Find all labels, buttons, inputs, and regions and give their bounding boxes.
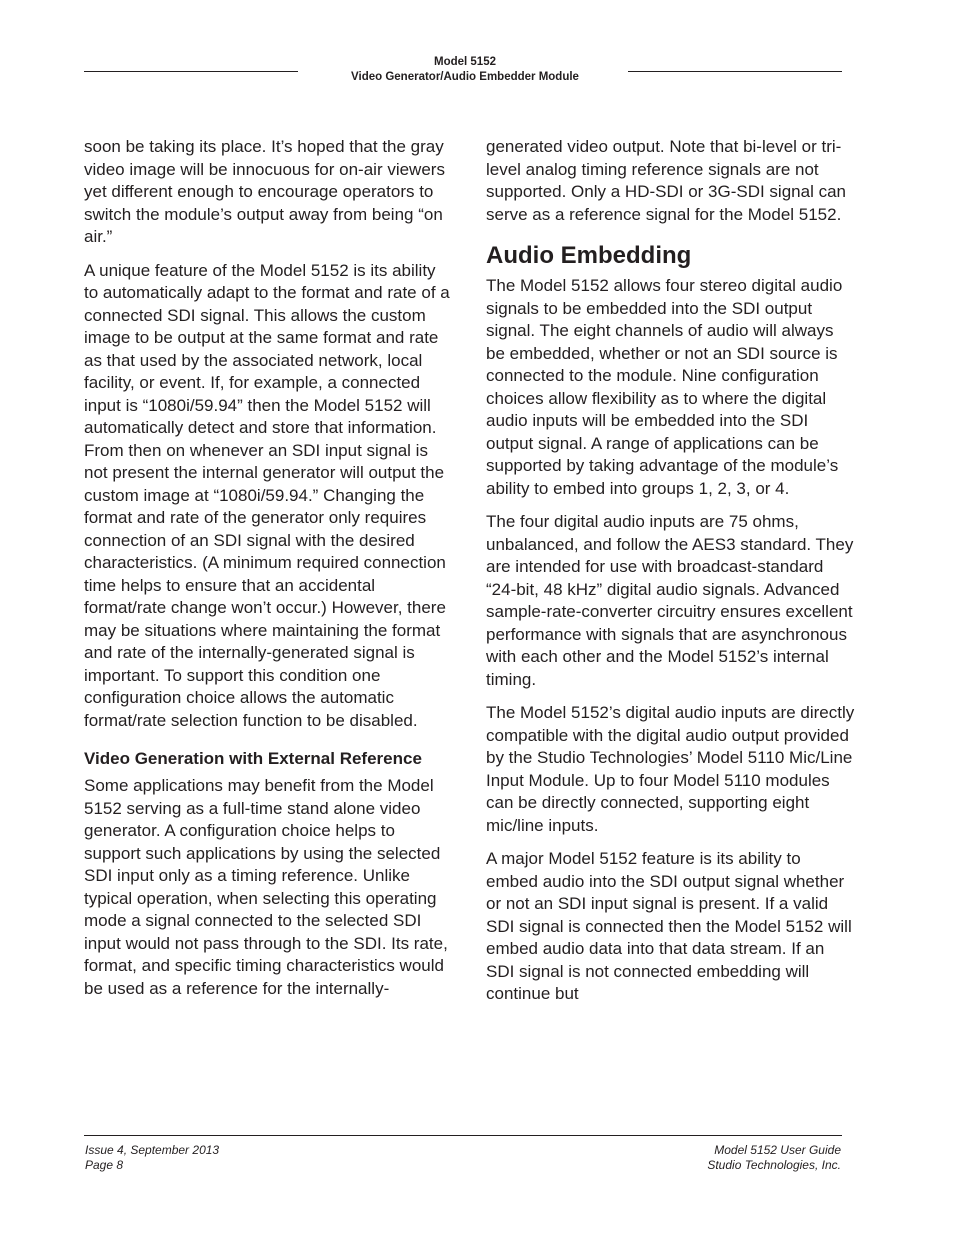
footer-rule bbox=[84, 1135, 842, 1136]
footer-company: Studio Technologies, Inc. bbox=[707, 1158, 841, 1172]
left-paragraph-2: A unique feature of the Model 5152 is its ability to automatically adapt to the format and rate of a connected SDI signal. This allows the custom image to be output at the same format and rate as that used by the associated network, local facility, or event. If, for example, a connected input is “1080i/59.94” then the Model 5152 will automatically detect and store that information. From then on whenever an SDI input signal is not present the internal generator will output the custom image at “1080i/59.94.” Changing the format and rate of the generator only requires connection of an SDI signal with the desired characteristics. (A minimum required connection time helps to ensure that an accidental format/rate change won’t occur.) However, there may be situations where maintaining the format and rate of the internally-generated signal is important. To support this condition one configuration choice allows the automatic format/rate selection function to be disabled. bbox=[84, 260, 450, 730]
header-rule-right bbox=[628, 71, 842, 72]
left-column bbox=[84, 136, 454, 1011]
footer-left bbox=[85, 1143, 219, 1173]
right-paragraph-2: The Model 5152 allows four stereo digital audio signals to be embedded into the SDI output signal. The eight channels of audio will always be embedded, whether or not an SDI source is connected to the module. Nine configuration choices allow flexibility as to where the digital audio inputs will be embedded into the SDI output signal. A range of applications can be supported by taking advantage of the module’s ability to embed into groups 1, 2, 3, or 4. bbox=[486, 276, 843, 498]
section-heading-video-generation: Video Generation with External Reference bbox=[84, 749, 422, 768]
right-column bbox=[486, 136, 856, 1017]
right-paragraph-4: The Model 5152’s digital audio inputs are directly compatible with the digital audio output provided by the Studio Technologies’ Model 5110 Mic/Line Input Module. Up to four Model 5110 modules can be directly connected, supporting eight mic/line inputs. bbox=[486, 703, 855, 835]
footer-right bbox=[707, 1143, 841, 1173]
footer-page-number: Page 8 bbox=[85, 1158, 124, 1172]
footer-issue: Issue 4, September 2013 bbox=[85, 1143, 220, 1157]
left-paragraph-1: soon be taking its place. It’s hoped that the gray video image will be innocuous for on-air viewers yet different enough to encourage operators to switch the module’s output away from being “on air.” bbox=[84, 137, 445, 246]
header-subtitle: Video Generator/Audio Embedder Module bbox=[351, 71, 579, 83]
right-paragraph-3: The four digital audio inputs are 75 ohms, unbalanced, and follow the AES3 standard. They are intended for use with broadcast-standard “24-bit, 48 kHz” digital audio signals. Advanced sample-rate-converter circuitry ensures excellent performance with signals that are asynchronous with each other and the Model 5152’s internal timing. bbox=[486, 512, 854, 689]
section-heading-audio-embedding: Audio Embedding bbox=[486, 242, 692, 269]
header-rule-left bbox=[84, 71, 298, 72]
header-title bbox=[300, 55, 630, 85]
footer-guide-title: Model 5152 User Guide bbox=[714, 1143, 841, 1157]
right-paragraph-1: generated video output. Note that bi-level or tri-level analog timing reference signals are not supported. Only a HD-SDI or 3G-SDI signal can serve as a reference signal for the Model 5152. bbox=[486, 137, 846, 224]
header-model: Model 5152 bbox=[434, 56, 496, 68]
right-paragraph-5: A major Model 5152 feature is its ability to embed audio into the SDI output signal whether or not an SDI input signal is present. If a valid SDI signal is connected then the Model 5152 will embed audio data into that data stream. If an SDI signal is not connected embedding will continue but bbox=[486, 849, 852, 1003]
left-paragraph-3: Some applications may benefit from the Model 5152 serving as a full-time stand alone video generator. A configuration choice helps to support such applications by using the selected SDI input only as a timing reference. Unlike typical operation, when selecting this operating mode a signal connected to the selected SDI input would not pass through to the SDI. Its rate, format, and specific timing characteristics would be used as a reference for the internally- bbox=[84, 776, 448, 998]
